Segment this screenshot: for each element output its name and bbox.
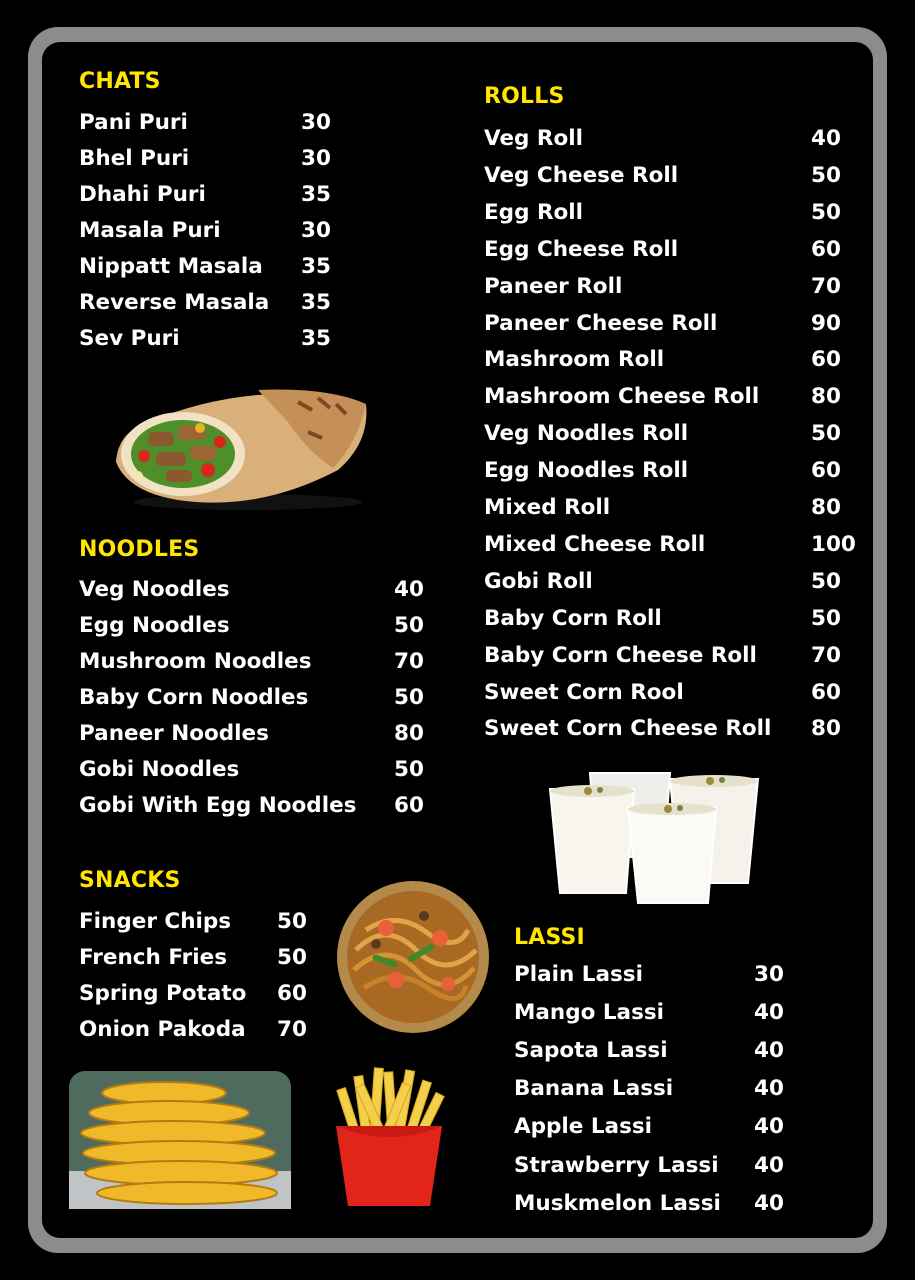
menu-item-price: 60	[811, 679, 841, 705]
menu-item-name: Sweet Corn Cheese Roll	[484, 716, 772, 742]
menu-item-price: 40	[754, 1000, 784, 1026]
menu-item-price: 70	[277, 1017, 307, 1042]
menu-item-row	[79, 290, 349, 318]
menu-item-name: Veg Roll	[484, 126, 583, 151]
menu-item-name: Veg Noodles	[79, 577, 230, 602]
menu-item-price: 35	[301, 182, 331, 207]
menu-item-name: Reverse Masala	[79, 290, 270, 315]
menu-item-row	[484, 311, 864, 339]
menu-item-name: Dhahi Puri	[79, 182, 206, 207]
menu-item-row	[514, 1000, 794, 1028]
menu-item-row	[79, 945, 314, 973]
menu-item-name: Mango Lassi	[514, 1000, 665, 1026]
menu-item-price: 80	[811, 384, 841, 410]
menu-item-price: 40	[394, 577, 424, 602]
snacks-heading: SNACKS	[79, 868, 181, 893]
menu-item-row	[514, 1076, 794, 1104]
menu-item-price: 60	[277, 981, 307, 1006]
menu-item-price: 30	[754, 962, 784, 987]
menu-item-price: 100	[811, 531, 856, 557]
menu-item-row	[484, 643, 864, 671]
menu-item-name: Egg Noodles Roll	[484, 458, 689, 484]
menu-item-price: 30	[301, 146, 331, 171]
menu-item-name: Pani Puri	[79, 110, 188, 135]
menu-item-price: 50	[811, 421, 841, 447]
menu-item-row	[79, 909, 314, 937]
menu-item-name: Egg Noodles	[79, 613, 230, 638]
menu-item-row	[484, 495, 864, 523]
menu-item-price: 35	[301, 326, 331, 351]
menu-item-row	[79, 1017, 314, 1045]
menu-item-row	[79, 613, 429, 641]
rolls-heading: ROLLS	[484, 84, 565, 109]
menu-item-name: Paneer Roll	[484, 273, 623, 299]
menu-item-name: Mashroom Cheese Roll	[484, 384, 760, 410]
lassi-glasses-image	[548, 765, 760, 905]
french-fries-image	[330, 1066, 448, 1208]
snacks-list	[79, 909, 314, 1053]
menu-item-row	[79, 649, 429, 677]
menu-item-price: 50	[277, 909, 307, 934]
menu-item-price: 60	[394, 793, 424, 818]
menu-item-price: 50	[394, 613, 424, 638]
menu-item-row	[484, 384, 864, 412]
menu-item-price: 60	[811, 347, 841, 373]
spring-potato-image	[69, 1071, 291, 1209]
menu-item-name: Gobi Noodles	[79, 757, 240, 782]
menu-item-price: 50	[394, 757, 424, 782]
menu-item-price: 35	[301, 290, 331, 315]
menu-item-row	[79, 721, 429, 749]
menu-item-price: 40	[754, 1190, 784, 1216]
menu-item-row	[484, 569, 864, 597]
menu-item-row	[484, 680, 864, 708]
menu-item-name: Egg Cheese Roll	[484, 236, 679, 262]
menu-item-row	[79, 218, 349, 246]
noodles-heading: NOODLES	[79, 537, 200, 562]
menu-item-price: 70	[811, 273, 841, 299]
menu-item-row	[79, 685, 429, 713]
menu-item-price: 30	[301, 218, 331, 243]
menu-item-price: 90	[811, 310, 841, 336]
menu-item-price: 60	[811, 458, 841, 484]
noodles-plate-image	[336, 880, 490, 1034]
menu-item-row	[484, 347, 864, 375]
menu-item-row	[514, 1191, 794, 1219]
lassi-heading: LASSI	[514, 925, 585, 950]
menu-item-row	[484, 237, 864, 265]
wrap-roll-image	[108, 382, 373, 514]
menu-item-price: 40	[754, 1076, 784, 1102]
menu-item-name: Baby Corn Noodles	[79, 685, 309, 710]
chats-heading: CHATS	[79, 69, 161, 94]
menu-item-row	[79, 182, 349, 210]
menu-item-row	[79, 110, 349, 138]
menu-item-name: Paneer Cheese Roll	[484, 310, 718, 336]
menu-item-price: 60	[811, 236, 841, 262]
menu-item-name: Paneer Noodles	[79, 721, 269, 746]
menu-item-name: Finger Chips	[79, 909, 232, 934]
menu-item-row	[484, 458, 864, 486]
menu-item-name: Strawberry Lassi	[514, 1152, 719, 1178]
menu-item-name: Sapota Lassi	[514, 1038, 668, 1064]
menu-item-name: Mixed Cheese Roll	[484, 531, 706, 557]
menu-item-price: 30	[301, 110, 331, 135]
menu-item-name: Spring Potato	[79, 981, 247, 1006]
menu-item-price: 50	[811, 162, 841, 188]
menu-item-price: 40	[754, 1038, 784, 1064]
menu-item-name: Plain Lassi	[514, 962, 643, 987]
menu-item-name: Veg Noodles Roll	[484, 421, 689, 447]
menu-item-row	[484, 274, 864, 302]
menu-item-name: Mixed Roll	[484, 495, 611, 520]
menu-item-price: 70	[394, 649, 424, 674]
menu-item-price: 50	[811, 199, 841, 225]
menu-item-name: Mushroom Noodles	[79, 649, 312, 674]
menu-item-name: Masala Puri	[79, 218, 221, 243]
menu-item-name: French Fries	[79, 945, 228, 970]
menu-item-price: 80	[811, 716, 841, 742]
menu-item-price: 70	[811, 642, 841, 668]
menu-item-name: Gobi Roll	[484, 568, 593, 594]
menu-item-price: 50	[277, 945, 307, 970]
menu-item-price: 80	[394, 721, 424, 746]
menu-item-row	[79, 577, 429, 605]
menu-item-price: 80	[811, 495, 841, 520]
menu-item-row	[514, 962, 794, 990]
menu-item-row	[514, 1038, 794, 1066]
noodles-list	[79, 577, 429, 829]
menu-item-row	[484, 606, 864, 634]
menu-item-row	[79, 981, 314, 1009]
menu-item-row	[484, 126, 864, 154]
menu-item-row	[484, 532, 864, 560]
menu-item-name: Baby Corn Cheese Roll	[484, 642, 757, 668]
lassi-list	[514, 962, 794, 1232]
menu-item-name: Sev Puri	[79, 326, 180, 351]
menu-item-price: 40	[811, 126, 841, 151]
menu-item-name: Banana Lassi	[514, 1076, 674, 1102]
menu-item-row	[79, 326, 349, 354]
menu-item-price: 40	[754, 1114, 784, 1140]
menu-item-name: Apple Lassi	[514, 1114, 653, 1140]
menu-item-name: Bhel Puri	[79, 146, 190, 171]
menu-item-name: Sweet Corn Rool	[484, 679, 684, 705]
menu-item-name: Egg Roll	[484, 199, 584, 225]
menu-item-row	[484, 716, 864, 744]
menu-item-row	[79, 146, 349, 174]
menu-item-row	[79, 757, 429, 785]
menu-item-name: Muskmelon Lassi	[514, 1190, 721, 1216]
menu-item-price: 35	[301, 254, 331, 279]
chats-list	[79, 110, 349, 362]
menu-item-name: Onion Pakoda	[79, 1017, 246, 1042]
menu-item-row	[79, 254, 349, 282]
menu-item-name: Veg Cheese Roll	[484, 162, 679, 188]
menu-item-row	[79, 793, 429, 821]
menu-item-row	[484, 421, 864, 449]
menu-item-row	[484, 200, 864, 228]
menu-item-row	[514, 1153, 794, 1181]
menu-item-price: 50	[811, 605, 841, 631]
menu-item-name: Mashroom Roll	[484, 347, 665, 373]
rolls-list	[484, 126, 864, 754]
menu-item-name: Baby Corn Roll	[484, 605, 662, 631]
menu-item-price: 40	[754, 1152, 784, 1178]
menu-item-price: 50	[811, 568, 841, 594]
menu-item-name: Nippatt Masala	[79, 254, 263, 279]
menu-item-row	[514, 1114, 794, 1142]
menu-item-row	[484, 163, 864, 191]
menu-item-price: 50	[394, 685, 424, 710]
menu-item-name: Gobi With Egg Noodles	[79, 793, 357, 818]
